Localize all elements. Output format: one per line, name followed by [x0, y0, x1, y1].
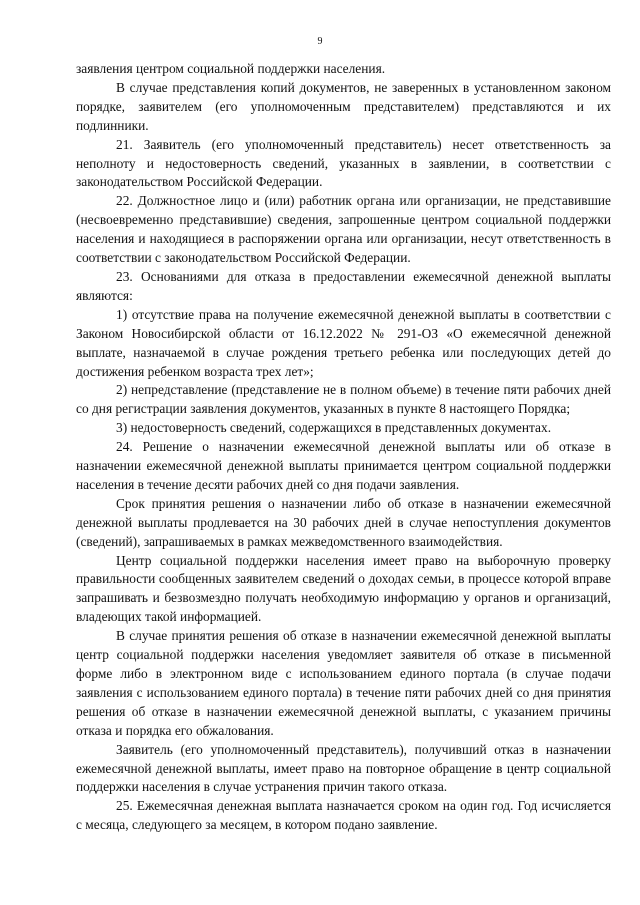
paragraph-clause-23: 23. Основаниями для отказа в предоставлении ежемесячной денежной выплаты являются:	[76, 268, 611, 303]
paragraph-clause-21: 21. Заявитель (его уполномоченный представитель) несет ответственность за неполноту и недостоверность сведений, указанных в заявлении, в соответствии с законодательством Российской Федерации.	[76, 136, 611, 190]
paragraph-continuation: заявления центром социальной поддержки населения.	[76, 61, 386, 76]
paragraph-clause-22: 22. Должностное лицо и (или) работник органа или организации, не представившие (несвоевременно представившие) сведения, запрошенные центром социальной поддержки населения и находящиеся в распоряжении органа или организации, несут ответственность в соответствии с законодательством Российской Федерации.	[76, 193, 611, 266]
paragraph-clause-25: 25. Ежемесячная денежная выплата назначается сроком на один год. Год исчисляется с месяца, следующего за месяцем, в котором подано заявление.	[76, 798, 611, 833]
paragraph-refusal-notice: В случае принятия решения об отказе в назначении ежемесячной денежной выплаты центр социальной поддержки населения уведомляет заявителя об отказе в письменной форме либо в электронном виде с использованием единого портала (в случае подачи заявления с использованием единого портала) в течение пяти рабочих дней со дня принятия решения об отказе в назначении ежемесячной денежной выплаты, с указанием причины отказа и порядка его обжалования.	[76, 628, 611, 738]
page-number: 9	[317, 36, 323, 47]
document-body	[76, 60, 611, 835]
paragraph-income-check: Центр социальной поддержки населения имеет право на выборочную проверку правильности сообщенных заявителем сведений о доходах семьи, в процессе которой вправе запрашивать и безвозмездно получать необходимую информацию у органов и организаций, владеющих такой информацией.	[76, 552, 611, 625]
paragraph-clause-23-item-2: 2) непредставление (представление не в полном объеме) в течение пяти рабочих дней со дня регистрации заявления документов, указанных в пункте 8 настоящего Порядка;	[76, 382, 611, 417]
paragraph-clause-23-item-1: 1) отсутствие права на получение ежемесячной денежной выплаты в соответствии с Законом Новосибирской области от 16.12.2022 № 291-ОЗ «О ежемесячной денежной выплате, назначаемой в случае рождения третьего ребенка или последующих детей до достижения ребенком возраста трех лет»;	[76, 306, 611, 379]
paragraph-decision-term: Срок принятия решения о назначении либо об отказе в назначении ежемесячной денежной выплаты продлевается на 30 рабочих дней в случае непоступления документов (сведений), запрашиваемых в рамках межведомственного взаимодействия.	[76, 495, 611, 549]
paragraph-copies-originals: В случае представления копий документов, не заверенных в установленном законом порядке, заявителем (его уполномоченным представителем) представляются и их подлинники.	[76, 79, 611, 133]
paragraph-clause-24: 24. Решение о назначении ежемесячной денежной выплаты или об отказе в назначении ежемесячной денежной выплаты принимается центром социальной поддержки населения в течение десяти рабочих дней со дня подачи заявления.	[76, 439, 611, 492]
paragraph-repeat-application: Заявитель (его уполномоченный представитель), получивший отказ в назначении ежемесячной денежной выплаты, имеет право на повторное обращение в центр социальной поддержки населения в случае устранения причин такого отказа.	[76, 741, 611, 795]
paragraph-clause-23-item-3: 3) недостоверность сведений, содержащихся в представленных документах.	[116, 420, 552, 436]
